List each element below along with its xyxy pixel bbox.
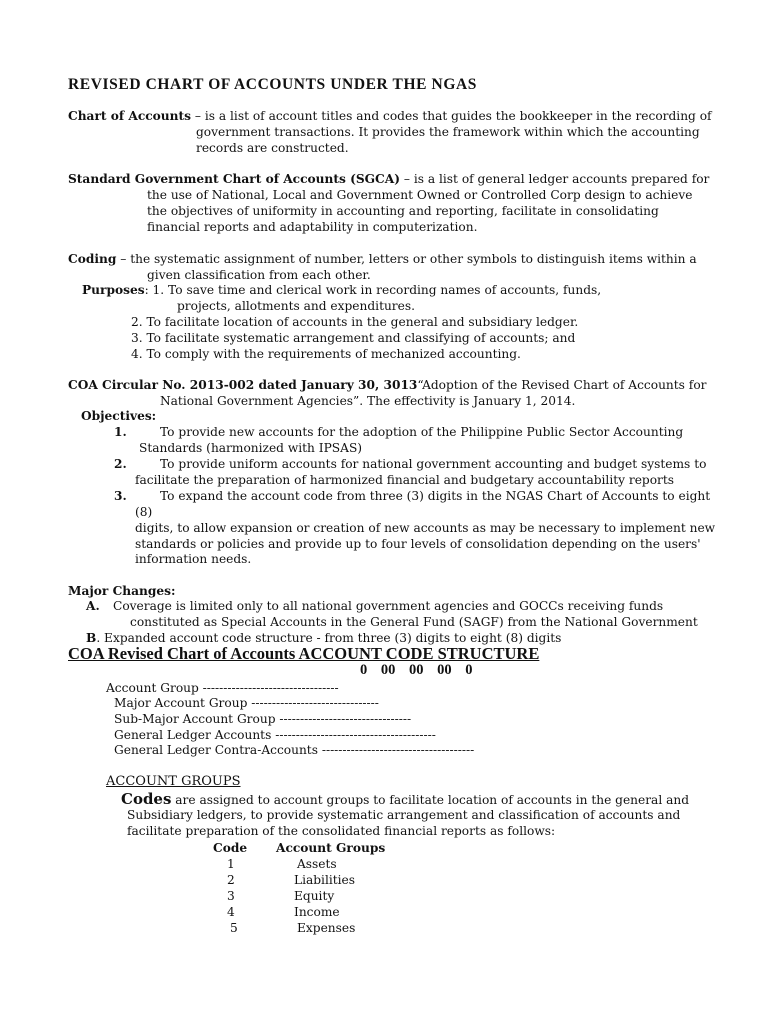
table-row-group: Liabilities xyxy=(294,873,356,887)
table-row-code: 4 xyxy=(227,905,235,919)
circular-label: COA Circular No. 2013-002 dated January 30, 3013 xyxy=(68,378,418,392)
table-row-code: 2 xyxy=(227,873,235,887)
column-header-account-groups: Account Groups xyxy=(276,841,386,855)
objective-text: digits, to allow expansion or creation of new accounts as may be necessary to implement new xyxy=(135,521,716,535)
paragraph-line: Subsidiary ledgers, to provide systematic arrangement and classification of accounts and xyxy=(127,808,681,822)
purposes-label: Purposes xyxy=(82,283,145,297)
definition-text: – is a list of general ledger accounts prepared for xyxy=(399,172,710,186)
objective-text: (8) xyxy=(135,505,153,519)
account-groups-heading: ACCOUNT GROUPS xyxy=(106,774,241,789)
structure-level: Account Group --------------------------------- xyxy=(106,681,339,695)
paragraph-line: facilitate preparation of the consolidated financial reports as follows: xyxy=(127,824,556,838)
purpose-item: 4. To comply with the requirements of mechanized accounting. xyxy=(131,347,521,361)
table-row-group: Income xyxy=(294,905,340,919)
change-letter: B xyxy=(86,631,97,645)
circular-text: “Adoption of the Revised Chart of Accounts for xyxy=(417,378,707,392)
purpose-item: 3. To facilitate systematic arrangement and classifying of accounts; and xyxy=(131,331,576,345)
definition-text: – is a list of account titles and codes that guides the bookkeeper in the recording of xyxy=(191,109,712,123)
structure-level: General Ledger Accounts --------------------------------------- xyxy=(114,728,436,742)
table-row-code: 3 xyxy=(227,889,235,903)
structure-level: General Ledger Contra-Accounts ------------------------------------- xyxy=(114,743,475,757)
definition-line: records are constructed. xyxy=(196,141,349,155)
purpose-text: : 1. To save time and clerical work in recording names of accounts, funds, xyxy=(144,283,602,297)
purpose-item: projects, allotments and expenditures. xyxy=(177,299,415,313)
circular-line: National Government Agencies”. The effectivity is January 1, 2014. xyxy=(160,394,576,408)
objective-number: 2. xyxy=(114,457,127,471)
structure-level: Sub-Major Account Group -------------------------------- xyxy=(114,712,412,726)
coding-term: Coding xyxy=(68,252,117,266)
objective-number: 3. xyxy=(114,489,127,503)
chart-of-accounts-term: Chart of Accounts xyxy=(68,109,192,123)
table-row-group: Assets xyxy=(297,857,337,871)
objective-text: To provide new accounts for the adoption of the Philippine Public Sector Accounting xyxy=(160,425,684,439)
change-letter: A. xyxy=(86,599,100,613)
sgca-definition xyxy=(68,172,709,187)
page-title: REVISED CHART OF ACCOUNTS UNDER THE NGAS xyxy=(68,76,478,93)
code-digits: 0 00 00 00 0 xyxy=(360,662,473,678)
sgca-term: Standard Government Chart of Accounts (SGCA) xyxy=(68,172,400,186)
codes-word: Codes xyxy=(121,790,172,808)
objective-text: information needs. xyxy=(135,552,252,566)
purpose-item: 2. To facilitate location of accounts in the general and subsidiary ledger. xyxy=(131,315,579,329)
structure-level: Major Account Group ------------------------------- xyxy=(114,696,379,710)
definition-line: government transactions. It provides the framework within which the accounting xyxy=(196,125,700,139)
definition-line: the objectives of uniformity in accounting and reporting, facilitate in consolidating xyxy=(147,204,659,218)
column-header-code: Code xyxy=(213,841,248,855)
change-text: Coverage is limited only to all national government agencies and GOCCs receiving funds xyxy=(113,599,664,613)
chart-of-accounts-definition xyxy=(68,109,712,124)
table-row-group: Equity xyxy=(294,889,335,903)
change-text: constituted as Special Accounts in the General Fund (SAGF) from the National Government xyxy=(130,615,698,629)
table-row-group: Expenses xyxy=(297,921,356,935)
major-changes-label: Major Changes: xyxy=(68,584,176,598)
objective-text: facilitate the preparation of harmonized financial and budgetary accountability reports xyxy=(135,473,675,487)
account-groups-paragraph xyxy=(121,792,689,808)
change-text: . Expanded account code structure - from three (3) digits to eight (8) digits xyxy=(96,631,562,645)
objective-number: 1. xyxy=(114,425,127,439)
paragraph-text: are assigned to account groups to facilitate location of accounts in the general and xyxy=(171,793,690,807)
objective-text: Standards (harmonized with IPSAS) xyxy=(139,441,363,455)
structure-heading: COA Revised Chart of Accounts ACCOUNT CODE STRUCTURE xyxy=(68,644,540,663)
circular-line xyxy=(68,378,706,393)
objective-text: To provide uniform accounts for national government accounting and budget systems to xyxy=(160,457,707,471)
coding-definition xyxy=(68,252,697,267)
table-row-code: 1 xyxy=(227,857,235,871)
objectives-label: Objectives: xyxy=(81,409,157,423)
definition-line: financial reports and adaptability in computerization. xyxy=(147,220,478,234)
definition-text: – the systematic assignment of number, letters or other symbols to distinguish items within a xyxy=(116,252,697,266)
objective-text: To expand the account code from three (3) digits in the NGAS Chart of Accounts to eight xyxy=(160,489,711,503)
definition-line: the use of National, Local and Government Owned or Controlled Corp design to achieve xyxy=(147,188,693,202)
table-row-code: 5 xyxy=(230,921,238,935)
purpose-item xyxy=(82,283,601,298)
objective-text: standards or policies and provide up to four levels of consolidation depending on the users' xyxy=(135,537,701,551)
definition-line: given classification from each other. xyxy=(147,268,371,282)
